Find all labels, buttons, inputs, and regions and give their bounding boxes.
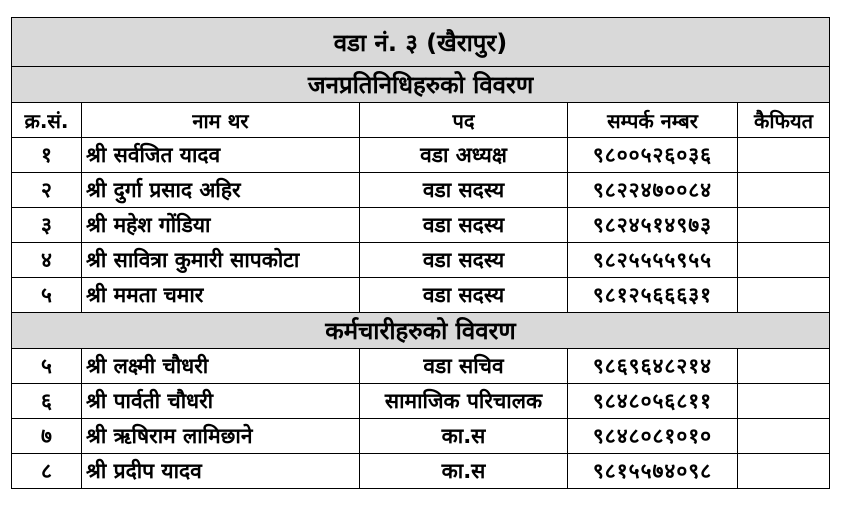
cell-sn: ६ [12,384,82,419]
cell-phone: ९८२४५१४९७३ [568,208,738,243]
cell-post: का.स [360,454,568,489]
title-row [12,18,830,67]
cell-remarks [738,278,830,313]
cell-post: सामाजिक परिचालक [360,384,568,419]
cell-sn: ८ [12,454,82,489]
cell-phone: ९८४८०५६८११ [568,384,738,419]
table-row [12,349,830,384]
cell-name: श्री महेश गोंडिया [82,208,360,243]
cell-remarks [738,384,830,419]
table-row [12,278,830,313]
cell-sn: ४ [12,243,82,278]
cell-phone: ९८२२४७००८४ [568,173,738,208]
cell-remarks [738,243,830,278]
cell-phone: ९८६९६४८२१४ [568,349,738,384]
cell-name: श्री ममता चमार [82,278,360,313]
cell-phone: ९८२५५५५९५५ [568,243,738,278]
cell-remarks [738,138,830,173]
cell-name: श्री ऋषिराम लामिछाने [82,419,360,454]
cell-post: वडा सदस्य [360,243,568,278]
column-header-post: पद [360,103,568,138]
cell-post: वडा सदस्य [360,278,568,313]
ward-table [11,17,830,489]
cell-name: श्री पार्वती चौधरी [82,384,360,419]
table-row [12,208,830,243]
cell-sn: ३ [12,208,82,243]
section-heading-row [12,313,830,349]
cell-post: का.स [360,419,568,454]
cell-remarks [738,173,830,208]
section-heading-representatives: जनप्रतिनिधिहरुको विवरण [12,67,830,103]
cell-name: श्री सर्वजित यादव [82,138,360,173]
cell-remarks [738,419,830,454]
cell-phone: ९८१२५६६६३१ [568,278,738,313]
table-row [12,419,830,454]
cell-remarks [738,208,830,243]
cell-sn: १ [12,138,82,173]
cell-name: श्री सावित्रा कुमारी सापकोटा [82,243,360,278]
cell-remarks [738,349,830,384]
cell-post: वडा सचिव [360,349,568,384]
cell-name: श्री लक्ष्मी चौधरी [82,349,360,384]
column-header-remarks: कैफियत [738,103,830,138]
table-row [12,384,830,419]
cell-name: श्री प्रदीप यादव [82,454,360,489]
cell-sn: ५ [12,349,82,384]
column-header-sn: क्र.सं. [12,103,82,138]
cell-post: वडा सदस्य [360,208,568,243]
section-heading-staff: कर्मचारीहरुको विवरण [12,313,830,349]
cell-phone: ९८००५२६०३६ [568,138,738,173]
cell-sn: २ [12,173,82,208]
cell-sn: ७ [12,419,82,454]
column-header-name: नाम थर [82,103,360,138]
cell-sn: ५ [12,278,82,313]
cell-name: श्री दुर्गा प्रसाद अहिर [82,173,360,208]
ward-title: वडा नं. ३ (खैरापुर) [12,18,830,67]
cell-phone: ९८४८०८१०१० [568,419,738,454]
column-header-row [12,103,830,138]
table-row [12,243,830,278]
section-heading-row [12,67,830,103]
cell-phone: ९८१५५७४०९८ [568,454,738,489]
table-row [12,173,830,208]
column-header-phone: सम्पर्क नम्बर [568,103,738,138]
cell-post: वडा सदस्य [360,173,568,208]
cell-post: वडा अध्यक्ष [360,138,568,173]
table-row [12,454,830,489]
cell-remarks [738,454,830,489]
table-row [12,138,830,173]
